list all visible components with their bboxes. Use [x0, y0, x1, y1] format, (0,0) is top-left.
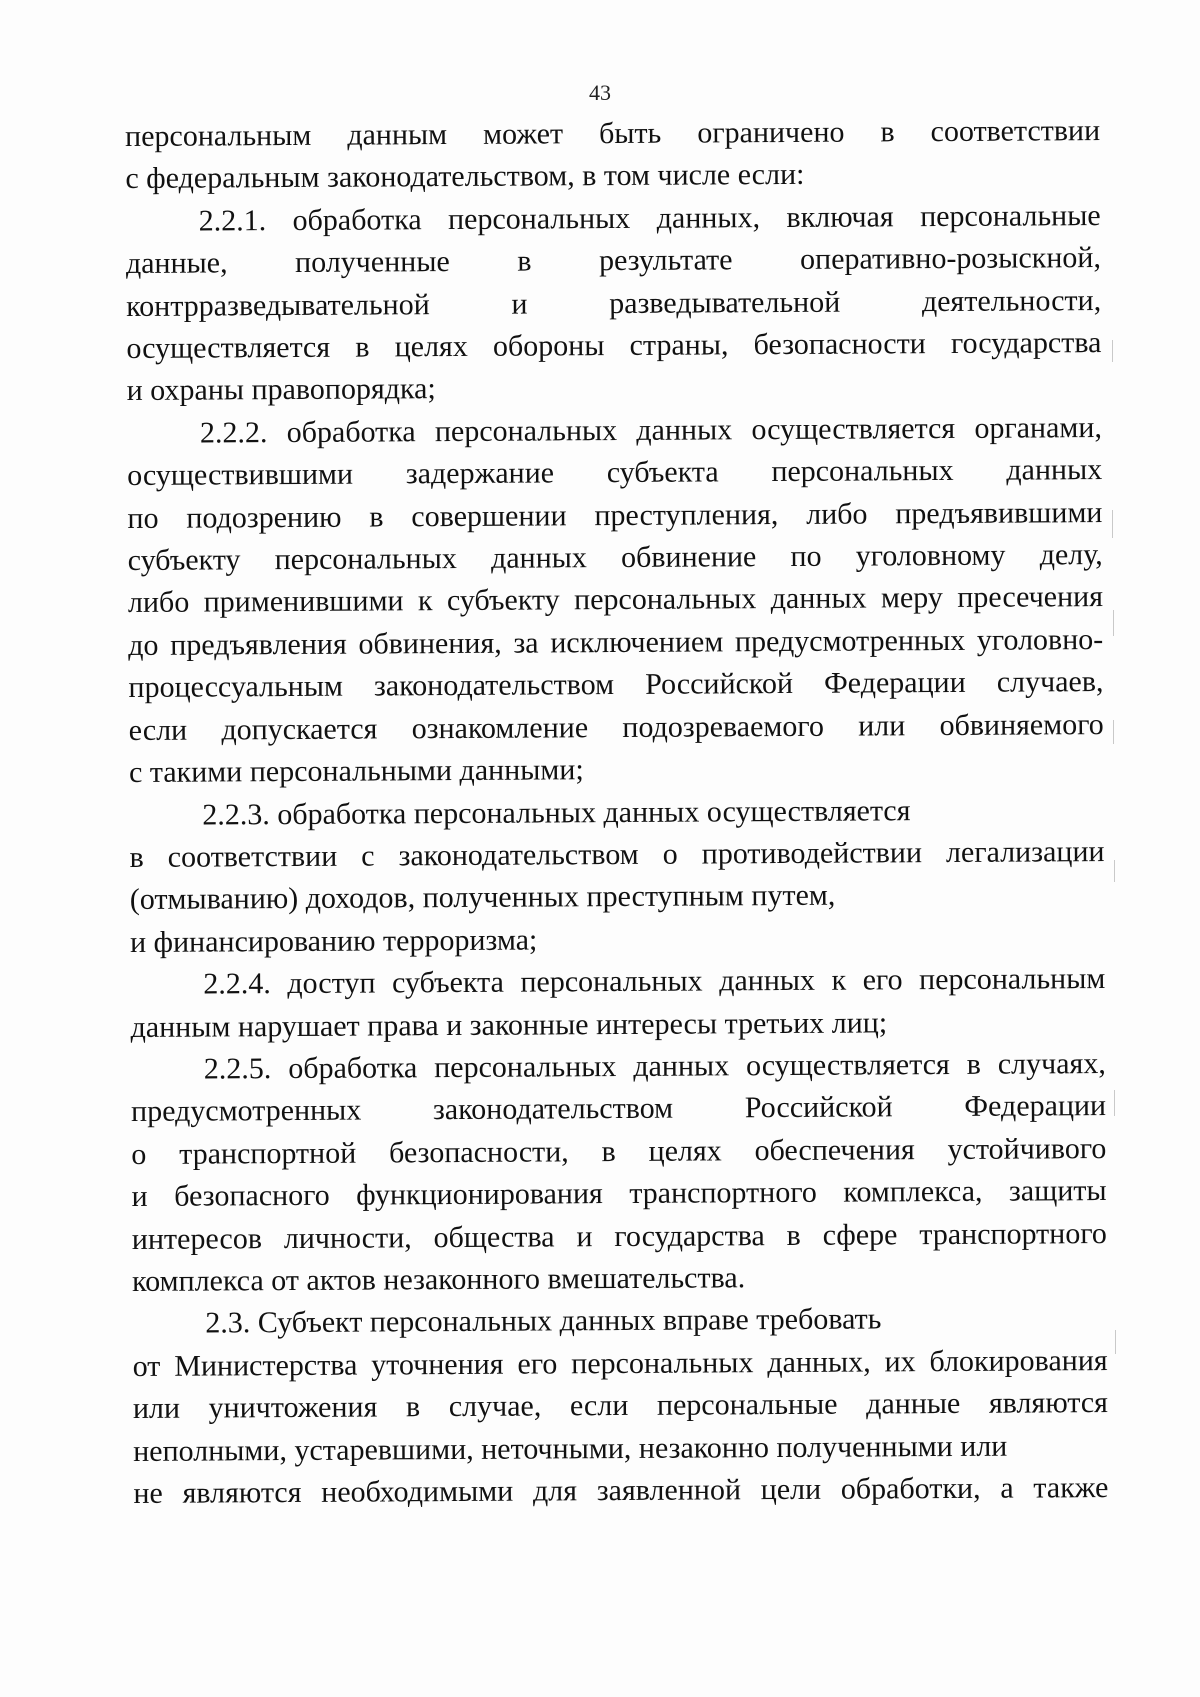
- scan-edge-mark: [1115, 1330, 1116, 1354]
- scan-edge-mark: [1114, 1090, 1115, 1116]
- text-line: и безопасного функционирования транспортного комплекса, защиты: [131, 1174, 1107, 1214]
- document-body: [125, 110, 1109, 1515]
- text-line: субъекту персональных данных обвинение по уголовному делу,: [127, 538, 1103, 578]
- text-line: осуществляется в целях обороны страны, безопасности государства: [126, 326, 1102, 366]
- page-number: 43: [589, 80, 611, 105]
- scan-edge-mark: [1114, 860, 1115, 882]
- text-line: с федеральным законодательством, в том числе если:: [125, 158, 805, 196]
- text-line: 2.3. Субъект персональных данных вправе требовать: [205, 1302, 882, 1340]
- text-line: 2.2.5. обработка персональных данных осуществляется в случаях,: [203, 1046, 1106, 1086]
- text-line: персональным данным может быть ограничено в соответствии: [125, 114, 1101, 153]
- text-line: комплекса от актов незаконного вмешательства.: [132, 1261, 746, 1298]
- text-line: данным нарушает права и законные интересы третьих лиц;: [130, 1005, 888, 1044]
- text-line: интересов личности, общества и государства в сфере транспортного: [131, 1216, 1107, 1256]
- text-line: данные, полученные в результате оперативно-розыскной,: [125, 241, 1101, 281]
- text-line: от Министерства уточнения его персональных данных, их блокирования: [132, 1343, 1108, 1383]
- scan-edge-mark: [1112, 510, 1113, 538]
- text-line: если допускается ознакомление подозреваемого или обвиняемого: [128, 707, 1104, 747]
- text-line: неполными, устаревшими, неточными, незаконно полученными или: [133, 1429, 1008, 1468]
- text-line: не являются необходимыми для заявленной цели обработки, а также: [133, 1471, 1109, 1510]
- text-line: в соответствии с законодательством о противодействии легализации: [129, 834, 1105, 874]
- text-line: процессуальным законодательством Российской Федерации случаев,: [128, 665, 1104, 705]
- scan-edge-mark: [1113, 720, 1114, 744]
- text-line: с такими персональными данными;: [128, 753, 584, 790]
- scan-edge-mark: [1112, 340, 1113, 362]
- text-line: предусмотренных законодательством Российской Федерации: [130, 1089, 1107, 1129]
- text-line: 2.2.3. обработка персональных данных осуществляется: [202, 793, 911, 832]
- text-line: (отмыванию) доходов, полученных преступным путем,: [129, 878, 836, 917]
- text-line: и финансированию терроризма;: [129, 923, 538, 959]
- text-line: 2.2.2. обработка персональных данных осуществляется органами,: [199, 410, 1103, 450]
- text-line: до предъявления обвинения, за исключением предусмотренных уголовно-: [128, 622, 1104, 662]
- text-line: либо применившими к субъекту персональных данных меру пресечения: [127, 580, 1104, 620]
- text-line: 2.2.4. доступ субъекта персональных данных к его персональным: [203, 962, 1106, 1001]
- text-line: 2.2.1. обработка персональных данных, включая персональные: [198, 198, 1101, 238]
- text-line: и охраны правопорядка;: [126, 372, 436, 408]
- text-line: или уничтожения в случае, если персональные данные являются: [132, 1386, 1108, 1426]
- text-line: о транспортной безопасности, в целях обеспечения устойчивого: [131, 1131, 1107, 1171]
- text-line: осуществившими задержание субъекта персональных данных: [127, 453, 1103, 493]
- scan-edge-mark: [1113, 610, 1114, 636]
- text-line: по подозрению в совершении преступления, либо предъявившими: [127, 495, 1103, 535]
- text-line: контрразведывательной и разведывательной деятельности,: [126, 283, 1102, 323]
